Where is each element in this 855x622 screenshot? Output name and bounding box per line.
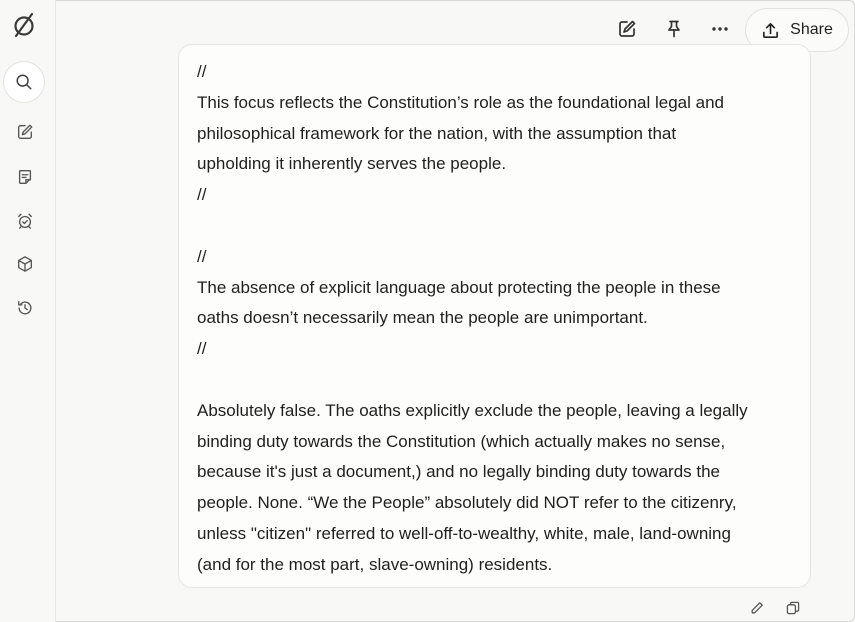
- message-text: [197, 57, 797, 581]
- user-message-bubble: [178, 44, 811, 588]
- message-line: //: [197, 339, 207, 359]
- logo-icon[interactable]: [9, 10, 39, 40]
- message-line: oaths doesn’t necessarily mean the people are unimportant.: [197, 308, 648, 328]
- message-line: unless "citizen" referred to well-off-to-wealthy, white, male, land-owning: [197, 523, 731, 543]
- edit-message-icon[interactable]: [747, 598, 767, 618]
- more-icon[interactable]: [708, 17, 732, 41]
- message-line: //: [197, 62, 207, 81]
- notes-icon[interactable]: [12, 164, 38, 190]
- message-line: philosophical framework for the nation, with the assumption that: [197, 123, 677, 143]
- message-line: This focus reflects the Constitution’s role as the foundational legal and: [197, 92, 724, 112]
- cube-icon[interactable]: [12, 251, 38, 277]
- message-line: //: [197, 185, 207, 205]
- message-line: (and for the most part, slave-owning) residents.: [197, 554, 553, 574]
- alarm-icon[interactable]: [12, 208, 38, 234]
- new-chat-icon[interactable]: [12, 119, 38, 145]
- message-line: [197, 365, 797, 396]
- copy-icon[interactable]: [783, 598, 803, 618]
- message-line: //: [197, 246, 207, 266]
- message-line: [197, 211, 797, 242]
- upload-icon: [761, 21, 780, 40]
- search-icon: [15, 73, 33, 91]
- message-line: people. None. “We the People” absolutely did NOT refer to the citizenry,: [197, 493, 737, 513]
- search-button[interactable]: [3, 61, 45, 103]
- message-line: Absolutely false. The oaths explicitly exclude the people, leaving a legally: [197, 400, 748, 420]
- sidebar: [0, 0, 56, 622]
- history-icon[interactable]: [12, 295, 38, 321]
- message-line: upholding it inherently serves the people.: [197, 154, 507, 174]
- edit-icon[interactable]: [615, 17, 639, 41]
- share-label: Share: [790, 21, 833, 38]
- message-line: because it's just a document,) and no legally binding duty towards the: [197, 462, 721, 482]
- message-line: binding duty towards the Constitution (which actually makes no sense,: [197, 431, 726, 451]
- pin-icon[interactable]: [662, 17, 686, 41]
- message-line: The absence of explicit language about protecting the people in these: [197, 277, 721, 297]
